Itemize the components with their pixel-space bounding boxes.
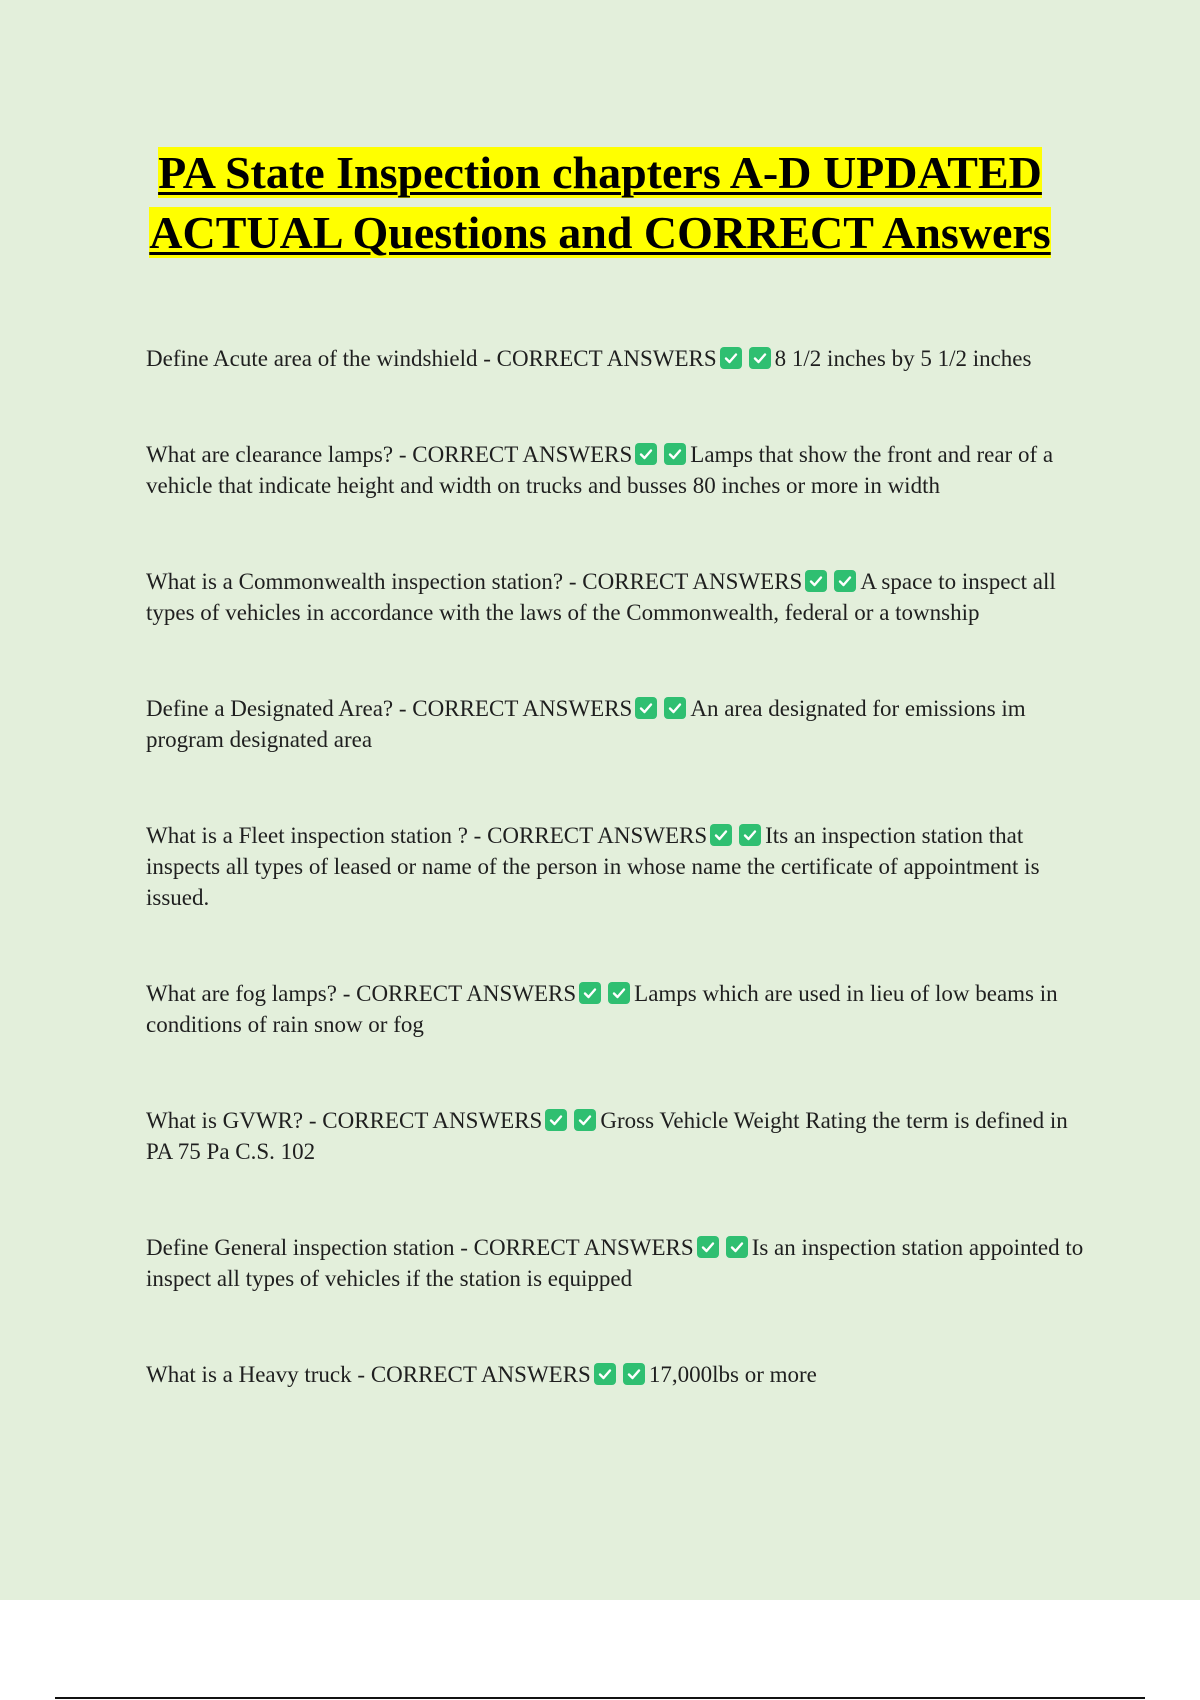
answer-text: Its an inspection station that inspects all types of leased or name of the person in whose name the certificate of appointment is issued. [146,823,1040,910]
check-mark-icon [579,982,601,1004]
check-mark-icon [635,443,657,465]
answer-label: CORRECT ANSWERS [487,823,708,848]
page-title: PA State Inspection chapters A-D UPDATED ACTUAL Questions and CORRECT Answers [149,147,1051,258]
answer-label: CORRECT ANSWERS [582,569,803,594]
check-mark-icon [697,1236,719,1258]
answer-text: 17,000lbs or more [648,1362,817,1387]
qa-item [146,693,1096,755]
answer-label: CORRECT ANSWERS [370,1362,591,1387]
answer-label: CORRECT ANSWERS [496,346,717,371]
check-mark-icon [574,1109,596,1131]
answer-text: Lamps that show the front and rear of a vehicle that indicate height and width on trucks and busses 80 inches or more in width [146,442,1054,498]
answer-text: Gross Vehicle Weight Rating the term is defined in PA 75 Pa C.S. 102 [146,1108,1068,1164]
qa-item [146,1105,1096,1167]
check-mark-icon [635,697,657,719]
qa-item [146,978,1096,1040]
qa-item [146,343,1096,374]
answer-label: CORRECT ANSWERS [322,1108,543,1133]
qa-list [146,343,1096,1455]
question-text: What is a Fleet inspection station ? - [146,823,488,848]
answer-text: A space to inspect all types of vehicles in accordance with the laws of the Commonwealth, federal or a township [146,569,1056,625]
answer-label: CORRECT ANSWERS [412,696,633,721]
qa-item [146,1359,1096,1390]
answer-text: 8 1/2 inches by 5 1/2 inches [774,346,1032,371]
answer-text: An area designated for emissions im program designated area [146,696,1026,752]
check-mark-icon [710,824,732,846]
answer-label: CORRECT ANSWERS [412,442,633,467]
check-mark-icon [623,1363,645,1385]
qa-item [146,1232,1096,1294]
check-mark-icon [739,824,761,846]
check-mark-icon [664,443,686,465]
question-text: Define General inspection station - [146,1235,474,1260]
qa-item [146,566,1096,628]
check-mark-icon [720,347,742,369]
question-text: What are clearance lamps? - [146,442,413,467]
answer-label: CORRECT ANSWERS [473,1235,694,1260]
check-mark-icon [608,982,630,1004]
qa-item [146,439,1096,501]
check-mark-icon [664,697,686,719]
check-mark-icon [805,570,827,592]
check-mark-icon [749,347,771,369]
check-mark-icon [594,1363,616,1385]
title-block [100,143,1100,263]
check-mark-icon [545,1109,567,1131]
footer-divider [55,1697,1145,1699]
check-mark-icon [834,570,856,592]
question-text: Define Acute area of the windshield - [146,346,497,371]
question-text: What are fog lamps? - [146,981,357,1006]
question-text: Define a Designated Area? - [146,696,413,721]
answer-text: Is an inspection station appointed to inspect all types of vehicles if the station is equipped [146,1235,1084,1291]
question-text: What is a Heavy truck - [146,1362,371,1387]
qa-item [146,820,1096,913]
answer-label: CORRECT ANSWERS [356,981,577,1006]
question-text: What is GVWR? - [146,1108,323,1133]
question-text: What is a Commonwealth inspection station? - [146,569,583,594]
answer-text: Lamps which are used in lieu of low beams in conditions of rain snow or fog [146,981,1058,1037]
check-mark-icon [726,1236,748,1258]
